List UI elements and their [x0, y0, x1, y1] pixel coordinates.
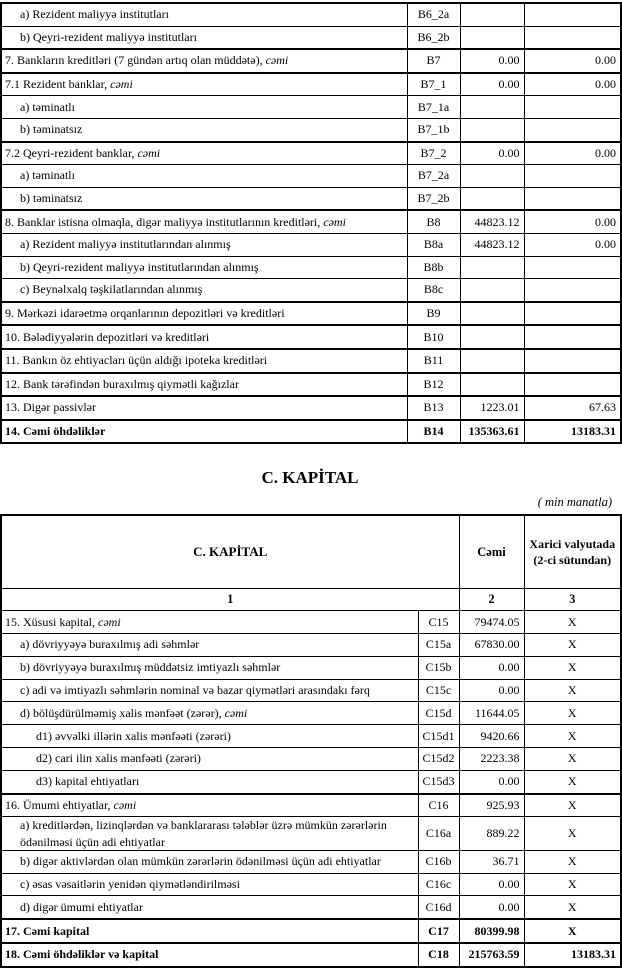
row-total-cell: 36.71 [459, 850, 524, 873]
row-label-text: b) Qeyri-rezident maliyyə institutları [20, 29, 197, 44]
row-fx-cell: X [524, 725, 621, 748]
row-label-text: a) Rezident maliyyə institutları [20, 7, 169, 22]
table-row [1, 165, 621, 188]
row-label-cell [1, 210, 407, 233]
row-total-cell [460, 302, 524, 326]
table-row [1, 3, 621, 26]
table-row [1, 302, 621, 326]
liabilities-table [0, 2, 622, 444]
row-label-italic-suffix: cəmi [113, 798, 137, 813]
row-fx-cell [524, 26, 621, 49]
table-row [1, 817, 621, 850]
row-label-cell [1, 919, 418, 943]
row-label-text: 18. Cəmi öhdəliklər və kapital [5, 947, 159, 962]
row-code-cell: B7_1 [407, 73, 460, 96]
row-code-cell: C16b [418, 850, 459, 873]
table-row [1, 725, 621, 748]
row-label-text: 8. Banklar istisna olmaqla, digər maliyyə institutlarının kreditləri, [5, 214, 324, 229]
row-label-text: b) təminatsız [20, 191, 83, 206]
row-fx-cell: X [524, 770, 621, 793]
row-label-text: b) Qeyri-rezident maliyyə institutlarından alınmış [20, 259, 259, 274]
row-label-cell [1, 896, 418, 919]
row-code-cell: B8a [407, 233, 460, 256]
row-total-cell [460, 256, 524, 279]
capital-header-row [1, 515, 621, 589]
row-total-cell: 11644.05 [459, 702, 524, 725]
row-fx-cell: X [524, 679, 621, 702]
row-label-italic-suffix: cəmi [323, 214, 346, 229]
table-row [1, 943, 621, 967]
row-fx-cell [524, 279, 621, 302]
row-label-text: a) kreditlərdən, lizinqlərdən və banklararası tələblər üzrə mümkün zərərlərin ödənilməsi üçün adi ehtiyatlar [20, 818, 387, 849]
row-code-cell: B7_1b [407, 118, 460, 141]
row-label-cell [1, 142, 407, 165]
row-label-text: 13. Digər passivlər [5, 400, 96, 415]
row-fx-cell: X [524, 896, 621, 919]
row-code-cell: B7_2a [407, 165, 460, 188]
row-label-text: c) adi və imtiyazlı səhmlərin nominal və bazar qiymətləri arasındakı fərq [20, 683, 370, 698]
row-code-cell: C17 [418, 919, 459, 943]
table-row [1, 873, 621, 896]
report-page [0, 2, 620, 968]
row-label-text: b) dövriyyəyə buraxılmış müddətsiz imtiyazlı səhmlər [20, 660, 281, 675]
row-label-cell [1, 679, 418, 702]
row-fx-cell [524, 325, 621, 349]
row-code-cell: B8c [407, 279, 460, 302]
row-code-cell: C15d2 [418, 748, 459, 771]
row-label-italic-suffix: cəmi [110, 77, 133, 92]
row-label-cell [1, 118, 407, 141]
table-row [1, 233, 621, 256]
table-row [1, 373, 621, 397]
row-code-cell: B11 [407, 349, 460, 373]
row-fx-cell [524, 373, 621, 397]
column-number-1: 1 [1, 589, 459, 611]
row-total-cell: 1223.01 [460, 396, 524, 420]
row-label-cell [1, 702, 418, 725]
row-label-text: 11. Bankın öz ehtiyacları üçün aldığı ipoteka kreditləri [5, 353, 268, 368]
row-fx-cell: X [524, 794, 621, 817]
row-code-cell: C16a [418, 817, 459, 850]
capital-header-label: C. KAPİTAL [1, 515, 459, 589]
table-row [1, 794, 621, 817]
row-label-text: d2) cari ilin xalis mənfəəti (zərəri) [36, 751, 201, 766]
row-label-text: 15. Xüsusi kapital, [5, 614, 98, 629]
row-total-cell [460, 325, 524, 349]
table-row [1, 210, 621, 233]
row-code-cell: C15d [418, 702, 459, 725]
row-total-cell: 889.22 [459, 817, 524, 850]
row-label-cell [1, 725, 418, 748]
row-total-cell: 0.00 [459, 679, 524, 702]
row-label-cell [1, 943, 418, 967]
row-label-cell [1, 73, 407, 96]
table-row [1, 919, 621, 943]
row-label-text: b) təminatsız [20, 122, 83, 137]
table-row [1, 396, 621, 420]
row-label-cell [1, 302, 407, 326]
row-fx-cell: 67.63 [524, 396, 621, 420]
column-number-row [1, 589, 621, 611]
row-code-cell: B9 [407, 302, 460, 326]
row-code-cell: C16 [418, 794, 459, 817]
row-total-cell: 0.00 [459, 873, 524, 896]
row-label-text: 10. Bələdiyyələrin depozitləri və kreditləri [5, 329, 210, 344]
row-label-cell [1, 349, 407, 373]
row-fx-cell: X [524, 702, 621, 725]
row-fx-cell [524, 165, 621, 188]
row-label-text: 14. Cəmi öhdəliklər [5, 423, 106, 438]
table-row [1, 256, 621, 279]
row-label-cell [1, 26, 407, 49]
row-total-cell: 135363.61 [460, 420, 524, 444]
capital-header-fx: Xarici valyutada (2-ci sütundan) [524, 515, 621, 589]
row-total-cell: 0.00 [459, 896, 524, 919]
row-fx-cell: X [524, 634, 621, 657]
row-fx-cell [524, 349, 621, 373]
row-label-cell [1, 611, 418, 634]
row-code-cell: C15a [418, 634, 459, 657]
column-number-2: 2 [459, 589, 524, 611]
row-total-cell: 44823.12 [460, 233, 524, 256]
unit-note: ( min manatla) [537, 495, 612, 510]
row-label-text: 7. Bankların kreditləri (7 gündən artıq olan müddətə), [5, 53, 266, 68]
table-row [1, 679, 621, 702]
row-label-cell [1, 420, 407, 444]
row-total-cell [460, 26, 524, 49]
row-label-italic-suffix: cəmi [224, 705, 248, 720]
row-total-cell [460, 187, 524, 210]
row-label-cell [1, 817, 418, 850]
row-fx-cell: X [524, 656, 621, 679]
row-code-cell: C15d1 [418, 725, 459, 748]
table-row [1, 96, 621, 119]
row-label-cell [1, 233, 407, 256]
liabilities-table-body [1, 3, 621, 443]
table-row [1, 702, 621, 725]
row-fx-cell [524, 96, 621, 119]
row-total-cell: 79474.05 [459, 611, 524, 634]
row-fx-cell: 0.00 [524, 49, 621, 73]
row-label-italic-suffix: cəmi [137, 145, 161, 160]
row-label-text: d3) kapital ehtiyatları [36, 774, 140, 789]
row-fx-cell: 13183.31 [524, 943, 621, 967]
row-label-text: 16. Ümumi ehtiyatlar, [5, 798, 114, 813]
row-label-cell [1, 873, 418, 896]
row-code-cell: C15 [418, 611, 459, 634]
table-row [1, 611, 621, 634]
row-fx-cell [524, 187, 621, 210]
capital-table-body [1, 611, 621, 967]
table-row [1, 770, 621, 793]
row-label-text: a) dövriyyəyə buraxılmış adi səhmlər [20, 637, 200, 652]
row-code-cell: B7 [407, 49, 460, 73]
row-fx-cell [524, 118, 621, 141]
table-row [1, 850, 621, 873]
row-code-cell: B7_1a [407, 96, 460, 119]
row-code-cell: C15d3 [418, 770, 459, 793]
row-label-text: a) Rezident maliyyə institutlarından alınmış [20, 237, 231, 252]
row-label-cell [1, 748, 418, 771]
row-fx-cell [524, 3, 621, 26]
row-total-cell: 80399.98 [459, 919, 524, 943]
row-total-cell: 67830.00 [459, 634, 524, 657]
row-code-cell: B7_2b [407, 187, 460, 210]
row-fx-cell: 0.00 [524, 142, 621, 165]
row-label-text: c) əsas vəsaitlərin yenidən qiymətləndirilməsi [20, 877, 240, 892]
row-fx-cell: X [524, 611, 621, 634]
row-label-text: d1) əvvəlki illərin xalis mənfəəti (zərəri) [36, 728, 231, 743]
table-row [1, 279, 621, 302]
row-label-cell [1, 634, 418, 657]
table-row [1, 187, 621, 210]
row-label-cell [1, 325, 407, 349]
row-fx-cell: 0.00 [524, 233, 621, 256]
row-label-cell [1, 850, 418, 873]
row-label-text: b) digər aktivlərdən olan mümkün zərərlərin ödənilməsi üçün adi ehtiyatlar [20, 854, 381, 869]
row-label-italic-suffix: cəmi [98, 614, 121, 629]
row-total-cell [460, 279, 524, 302]
row-label-text: a) təminatlı [20, 168, 75, 183]
row-total-cell: 0.00 [460, 73, 524, 96]
row-total-cell: 0.00 [459, 770, 524, 793]
row-code-cell: C15c [418, 679, 459, 702]
table-row [1, 748, 621, 771]
table-row [1, 142, 621, 165]
row-code-cell: B14 [407, 420, 460, 444]
row-code-cell: C16d [418, 896, 459, 919]
row-total-cell: 0.00 [459, 656, 524, 679]
row-fx-cell: 13183.31 [524, 420, 621, 444]
row-code-cell: C15b [418, 656, 459, 679]
row-code-cell: B7_2 [407, 142, 460, 165]
row-label-text: 7.1 Rezident banklar, [5, 77, 111, 92]
row-label-cell [1, 279, 407, 302]
table-row [1, 26, 621, 49]
row-total-cell [460, 118, 524, 141]
row-label-text: 12. Bank tərəfindən buraxılmış qiymətli kağızlar [5, 376, 239, 391]
row-label-text: 9. Mərkəzi idarəetmə orqanlarının depozitləri və kreditləri [5, 306, 285, 321]
row-label-cell [1, 49, 407, 73]
row-label-italic-suffix: cəmi [265, 53, 289, 68]
row-code-cell: B6_2a [407, 3, 460, 26]
row-code-cell: B12 [407, 373, 460, 397]
row-code-cell: B6_2b [407, 26, 460, 49]
row-label-text: 7.2 Qeyri-rezident banklar, [5, 145, 138, 160]
row-label-text: d) bölüşdürülməmiş xalis mənfəət (zərər), [20, 705, 225, 720]
table-row [1, 73, 621, 96]
row-label-cell [1, 256, 407, 279]
table-row [1, 325, 621, 349]
row-label-cell [1, 656, 418, 679]
row-fx-cell [524, 302, 621, 326]
row-label-text: c) Beynəlxalq təşkilatlarından alınmış [20, 282, 203, 297]
row-label-text: 17. Cəmi kapital [5, 923, 90, 938]
capital-header-total: Cəmi [459, 515, 524, 589]
row-fx-cell: X [524, 873, 621, 896]
table-row [1, 349, 621, 373]
row-label-cell [1, 794, 418, 817]
table-row [1, 656, 621, 679]
row-fx-cell: X [524, 748, 621, 771]
row-label-cell [1, 396, 407, 420]
row-total-cell [460, 96, 524, 119]
row-fx-cell: 0.00 [524, 210, 621, 233]
row-code-cell: C16c [418, 873, 459, 896]
row-fx-cell: 0.00 [524, 73, 621, 96]
row-total-cell [460, 3, 524, 26]
row-code-cell: C18 [418, 943, 459, 967]
row-code-cell: B8 [407, 210, 460, 233]
row-label-cell [1, 165, 407, 188]
table-row [1, 896, 621, 919]
table-row [1, 118, 621, 141]
row-fx-cell: X [524, 850, 621, 873]
row-label-cell [1, 373, 407, 397]
row-total-cell [460, 349, 524, 373]
row-code-cell: B13 [407, 396, 460, 420]
row-fx-cell [524, 256, 621, 279]
row-total-cell: 0.00 [460, 142, 524, 165]
row-total-cell: 2223.38 [459, 748, 524, 771]
table-row [1, 634, 621, 657]
row-total-cell [460, 373, 524, 397]
row-fx-cell: X [524, 817, 621, 850]
row-total-cell: 0.00 [460, 49, 524, 73]
row-code-cell: B10 [407, 325, 460, 349]
column-number-3: 3 [524, 589, 621, 611]
row-label-text: d) digər ümumi ehtiyatlar [20, 899, 143, 914]
row-total-cell: 44823.12 [460, 210, 524, 233]
row-label-cell [1, 3, 407, 26]
row-label-cell [1, 96, 407, 119]
row-total-cell: 9420.66 [459, 725, 524, 748]
row-total-cell: 215763.59 [459, 943, 524, 967]
table-row [1, 420, 621, 444]
row-label-text: a) təminatlı [20, 99, 75, 114]
row-fx-cell: X [524, 919, 621, 943]
row-code-cell: B8b [407, 256, 460, 279]
row-label-cell [1, 770, 418, 793]
capital-table [0, 514, 622, 968]
row-total-cell [460, 165, 524, 188]
row-total-cell: 925.93 [459, 794, 524, 817]
section-title: C. KAPİTAL [261, 468, 359, 488]
table-row [1, 49, 621, 73]
row-label-cell [1, 187, 407, 210]
